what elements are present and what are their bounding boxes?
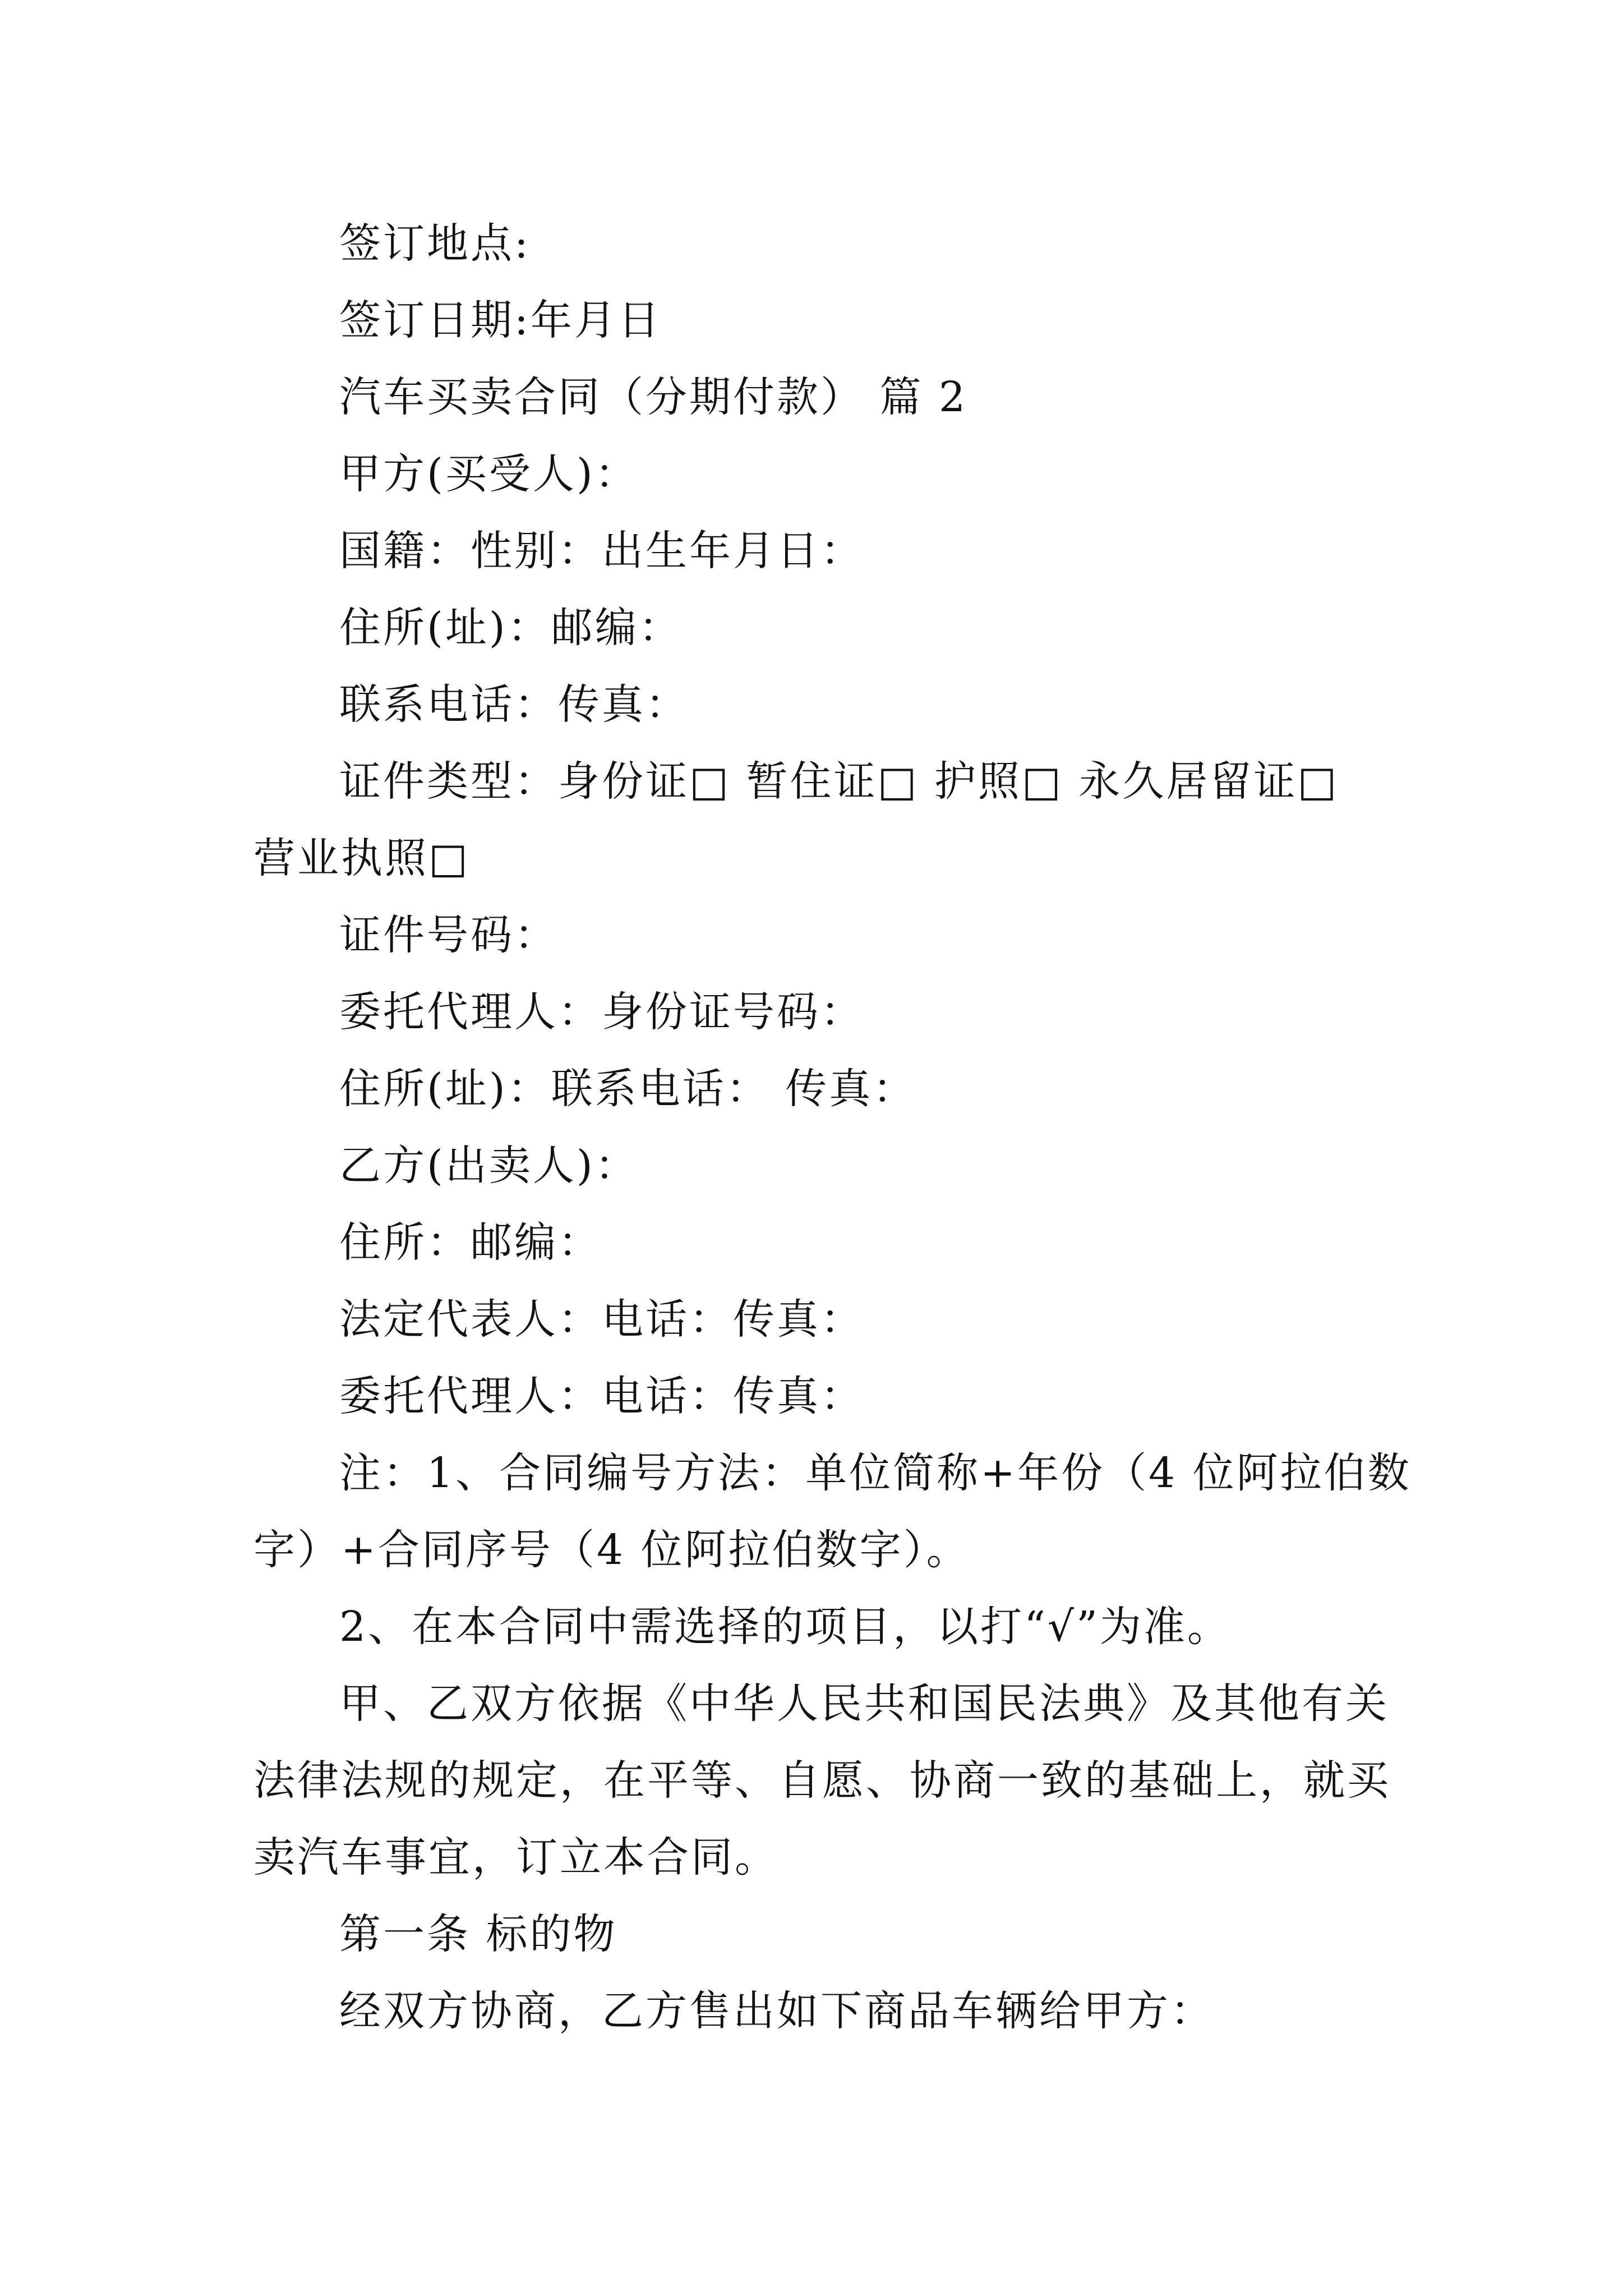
signing-place: 签订地点: [339, 219, 531, 268]
party-b-heading: 乙方(出卖人)： [339, 1142, 639, 1190]
preamble-line-3: 卖汽车事宜，订立本合同。 [253, 1833, 778, 1881]
note-1-continued: 字）+合同序号（4 位阿拉伯数字）。 [253, 1526, 970, 1574]
note-2: 2、在本合同中需选择的项目，以打“√”为准。 [339, 1603, 1231, 1651]
party-a-heading: 甲方(买受人)： [339, 450, 639, 498]
party-b-legal-rep: 法定代表人：电话：传真： [339, 1295, 864, 1343]
contract-title: 汽车买卖合同（分期付款） 篇 2 [339, 373, 968, 421]
note-1: 注：1、合同编号方法：单位简称+年份（4 位阿拉伯数 [339, 1449, 1412, 1497]
signing-date: 签订日期:年月日 [339, 296, 662, 344]
id-type-continued: 营业执照□ [253, 834, 470, 882]
preamble-line-2: 法律法规的规定，在平等、自愿、协商一致的基础上，就买 [253, 1756, 1391, 1805]
party-a-phone: 联系电话：传真： [339, 680, 689, 729]
article-1-heading: 第一条 标的物 [339, 1910, 617, 1958]
party-a-agent-address: 住所(址)：联系电话： 传真： [339, 1065, 917, 1113]
party-b-agent: 委托代理人：电话：传真： [339, 1372, 864, 1420]
article-1-text: 经双方协商，乙方售出如下商品车辆给甲方： [339, 1987, 1214, 2035]
preamble-line-1: 甲、乙双方依据《中华人民共和国民法典》及其他有关 [339, 1680, 1389, 1728]
party-b-address: 住所：邮编： [339, 1218, 602, 1267]
id-type: 证件类型：身份证□ 暂住证□ 护照□ 永久居留证□ [339, 757, 1339, 806]
party-a-agent: 委托代理人：身份证号码： [339, 988, 864, 1036]
party-a-nationality: 国籍：性别：出生年月日： [339, 527, 864, 575]
id-number: 证件号码： [339, 911, 558, 959]
party-a-address: 住所(址)：邮编： [339, 604, 683, 652]
